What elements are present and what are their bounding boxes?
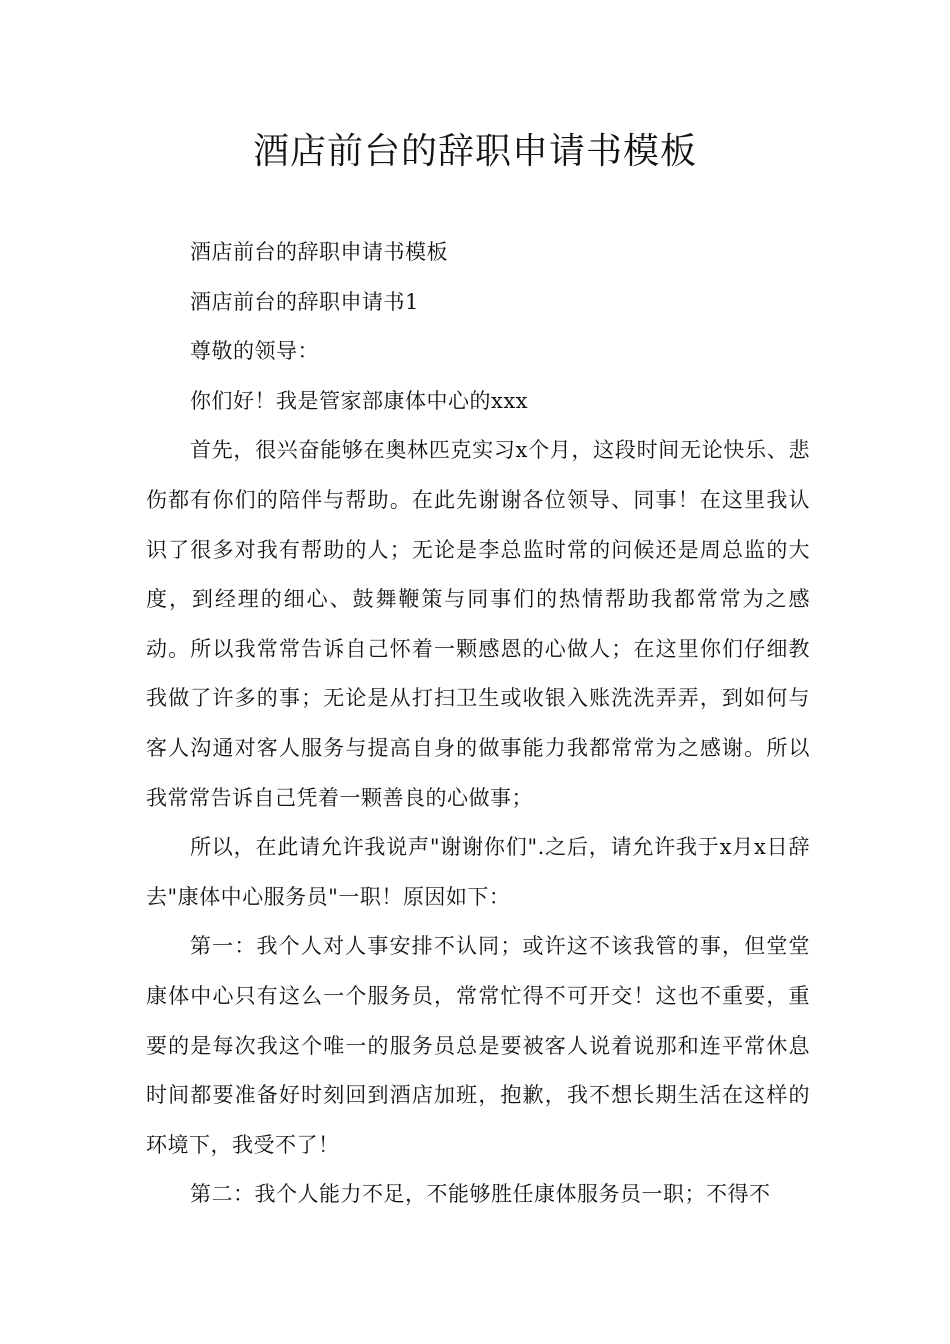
paragraph-reason-2: 第二：我个人能力不足，不能够胜任康体服务员一职；不得不 — [190, 1182, 771, 1207]
document-body — [146, 228, 810, 1220]
paragraph-salutation: 尊敬的领导： — [190, 339, 319, 364]
paragraph-gratitude: 首先，很兴奋能够在奥林匹克实习x个月，这段时间无论快乐、悲伤都有你们的陪伴与帮助。在此先谢谢各位领导、同事！在这里我认识了很多对我有帮助的人；无论是李总监时常的问候还是周总监的大度，到经理的细心、鼓舞鞭策与同事们的热情帮助我都常常为之感动。所以我常常告诉自己怀着一颗感恩的心做人；在这里你们仔细教我做了许多的事；无论是从打扫卫生或收银入账洗洗弄弄，到如何与客人沟通对客人服务与提高自身的做事能力我都常常为之感谢。所以我常常告诉自己凭着一颗善良的心做事； — [146, 438, 810, 810]
paragraph-greeting: 你们好！我是管家部康体中心的xxx — [190, 388, 529, 413]
paragraph-heading-1: 酒店前台的辞职申请书1 — [190, 289, 419, 314]
paragraph-resignation-notice: 所以，在此请允许我说声"谢谢你们".之后，请允许我于x月x日辞去"康体中心服务员"一职！原因如下： — [146, 835, 810, 909]
paragraph-subtitle: 酒店前台的辞职申请书模板 — [190, 240, 448, 264]
document-title: 酒店前台的辞职申请书模板 — [252, 131, 697, 172]
paragraph-reason-1: 第一：我个人对人事安排不认同；或许这不该我管的事，但堂堂康体中心只有这么一个服务员，常常忙得不可开交！这也不重要，重要的是每次我这个唯一的服务员总是要被客人说着说那和连平常休息时间都要准备好时刻回到酒店加班，抱歉，我不想长期生活在这样的环境下，我受不了！ — [146, 934, 810, 1157]
